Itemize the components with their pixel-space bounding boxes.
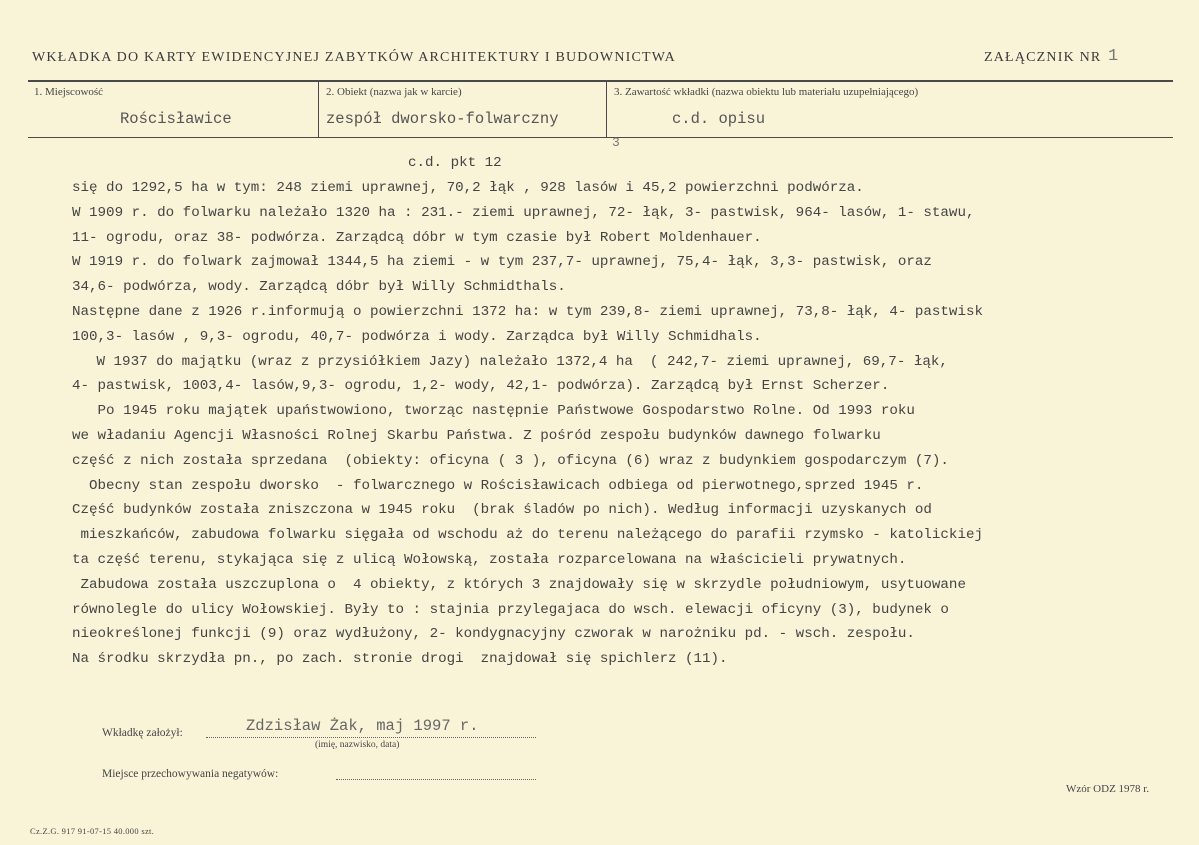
body-line: Część budynków została zniszczona w 1945 roku (brak śladów po nich). Według informacji uzyskanych od <box>72 502 932 519</box>
body-line: Obecny stan zespołu dworsko - folwarcznego w Rościsławicach odbiega od pierwotnego,sprzed 1945 r. <box>72 477 924 494</box>
body-line: we władaniu Agencji Własności Rolnej Skarbu Państwa. Z pośród zespołu budynków dawnego folwarku <box>72 428 881 444</box>
field-divider <box>606 81 607 137</box>
body-line: Po 1945 roku majątek upaństwowiono, tworząc następnie Państwowe Gospodarstwo Rolne. Od 1993 roku <box>72 403 915 420</box>
contents-value: c.d. opisu <box>672 110 766 128</box>
body-line: 11- ogrodu, oraz 38- podwórza. Zarządcą dóbr w tym czasie był Robert Moldenhauer. <box>72 229 762 246</box>
body-line: ta część terenu, stykająca się z ulicą Wołowską, została rozparcelowana na właścicieli prywatnych. <box>72 552 907 568</box>
body-line: równolegle do ulicy Wołowskiej. Były to : stajnia przylegajaca do wsch. elewacji oficyny (3), budynek o <box>72 601 949 618</box>
attachment-number: 1 <box>1108 47 1119 66</box>
print-info: Cz.Z.G. 917 91-07-15 40.000 szt. <box>30 826 155 836</box>
form-model: Wzór ODZ 1978 r. <box>1066 783 1150 795</box>
body-line: mieszkańców, zabudowa folwarku sięgała od wschodu aż do terenu należącego do parafii rzymsko - katolickiej <box>72 527 983 544</box>
attachment-label: ZAŁĄCZNIK NR <box>984 50 1102 65</box>
object-value: zespół dworsko-folwarczny <box>326 110 559 128</box>
created-by-hint: (imię, nazwisko, data) <box>315 740 400 750</box>
body-line: Następne dane z 1926 r.informują o powierzchni 1372 ha: w tym 239,8- ziemi uprawnej, 73,8- łąk, 4- pastwisk <box>72 304 983 320</box>
form-title: WKŁADKA DO KARTY EWIDENCYJNEJ ZABYTKÓW ARCHITEKTURY I BUDOWNICTWA <box>32 50 676 65</box>
body-line: 4- pastwisk, 1003,4- lasów,9,3- ogrodu, 1,2- wody, 42,1- podwórza). Zarządcą był Ernst Scherzer. <box>72 378 890 395</box>
body-line: się do 1292,5 ha w tym: 248 ziemi uprawnej, 70,2 łąk , 928 lasów i 45,2 powierzchni podwórza. <box>72 180 864 196</box>
body-line: W 1919 r. do folwark zajmował 1344,5 ha ziemi - w tym 237,7- uprawnej, 75,4- łąk, 3,3- pastwisk, oraz <box>72 254 932 271</box>
body-line: Zabudowa została uszczuplona o 4 obiekty, z których 3 znajdowały się w skrzydle południowym, usytuowane <box>72 576 966 593</box>
body-line: W 1937 do majątku (wraz z przysiółkiem Jazy) należało 1372,4 ha ( 242,7- ziemi uprawnej, 69,7- łąk, <box>88 353 948 370</box>
body-line: 34,6- podwórza, wody. Zarządcą dóbr był Willy Schmidthals. <box>72 279 566 296</box>
header-rule <box>28 80 1173 82</box>
locality-label: 1. Miejscowość <box>34 86 104 98</box>
created-by-label: Wkładkę założył: <box>102 727 183 739</box>
contents-label: 3. Zawartość wkładki (nazwa obiektu lub materiału uzupełniającego) <box>614 86 919 98</box>
body-line: 100,3- lasów , 9,3- ogrodu, 40,7- podwórza i wody. Zarządca był Willy Schmidhals. <box>72 328 762 345</box>
fields-bottom-rule <box>28 137 1173 138</box>
negatives-label: Miejsce przechowywania negatywów: <box>102 768 279 780</box>
body-line: W 1909 r. do folwarku należało 1320 ha : 231.- ziemi uprawnej, 72- łąk, 3- pastwisk, 964- lasów, 1- stawu, <box>72 204 975 221</box>
page-number: 3 <box>612 135 620 150</box>
body-line: część z nich została sprzedana (obiekty: oficyna ( 3 ), oficyna (6) wraz z budynkiem gospodarczym (7). <box>72 452 949 469</box>
created-by-value: Zdzisław Żak, maj 1997 r. <box>246 717 479 735</box>
negatives-line <box>336 779 536 780</box>
created-by-line <box>206 737 536 738</box>
field-divider <box>318 81 319 137</box>
object-label: 2. Obiekt (nazwa jak w karcie) <box>326 86 462 98</box>
body-heading: c.d. pkt 12 <box>408 155 502 171</box>
body-line: Na środku skrzydła pn., po zach. stronie drogi znajdował się spichlerz (11). <box>72 651 728 668</box>
locality-value: Rościsławice <box>120 110 232 128</box>
body-line: nieokreślonej funkcji (9) oraz wydłużony, 2- kondygnacyjny czworak w narożniku pd. - wsch. zespołu. <box>72 626 915 643</box>
